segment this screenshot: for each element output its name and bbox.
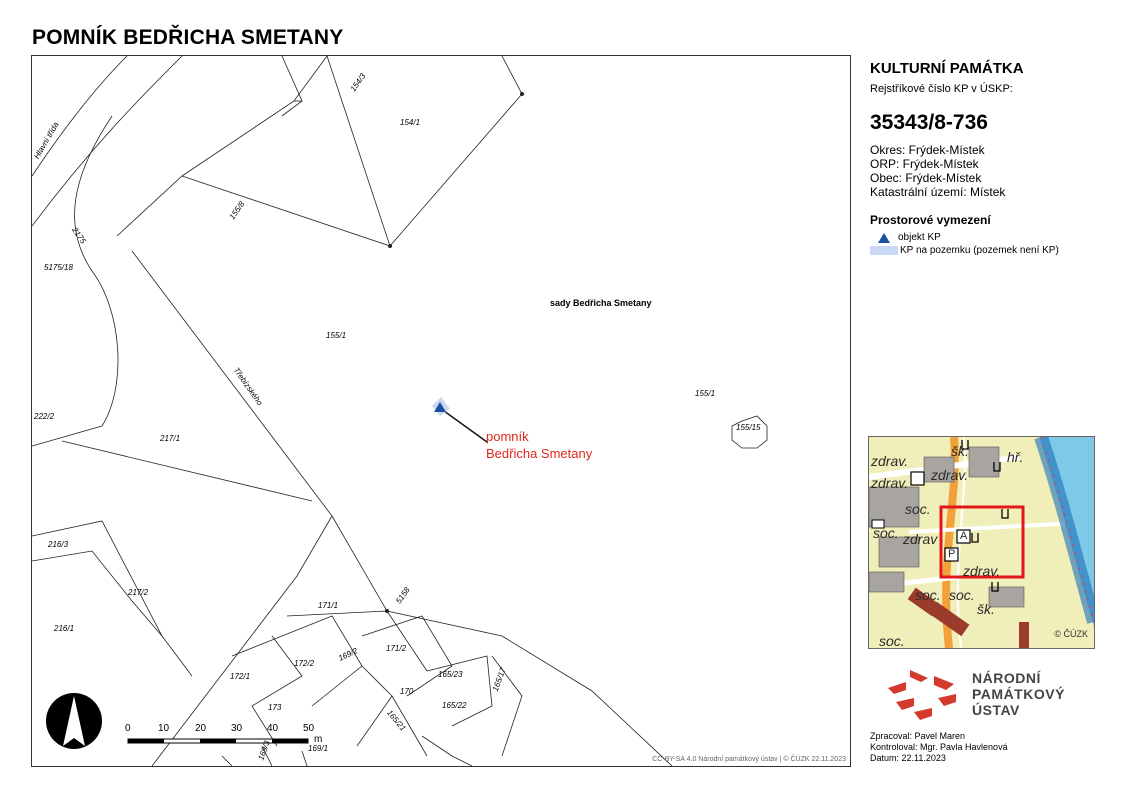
parcel-165-23: 165/23 (438, 670, 463, 679)
institution-line-1: NÁRODNÍ (972, 670, 1041, 686)
scale-tick-50: 50 (303, 723, 315, 734)
parcel-172-2: 172/2 (294, 659, 315, 668)
parcel-172-1: 172/1 (230, 672, 251, 681)
footer-date: Datum: 22.11.2023 (870, 753, 946, 763)
legend-parcel-label: KP na pozemku (pozemek není KP) (900, 245, 1059, 256)
a-icon: A (960, 530, 968, 542)
overview-zdrav-5: zdrav. (963, 563, 1001, 579)
scale-tick-0: 0 (125, 723, 131, 734)
institution-name (972, 670, 1065, 718)
institution-line-3: ÚSTAV (972, 702, 1020, 718)
footer-info (870, 731, 1008, 764)
location-info (870, 143, 1110, 199)
legend-object (870, 232, 1110, 243)
street-hlavni-trida: Hlavní třída (32, 120, 61, 161)
institution-line-2: PAMÁTKOVÝ (972, 686, 1065, 702)
callout-line-1: pomník (486, 429, 529, 444)
parcel-154-1: 154/1 (400, 118, 421, 127)
overview-copyright: © ČÚZK (1054, 629, 1088, 639)
parcel-155-1b: 155/1 (695, 389, 716, 398)
map-credits: CC-BY-SA 4.0 Národní památkový ústav | © ČÚZK 22.11.2023 (652, 756, 846, 763)
parcel-155-8: 155/8 (227, 199, 247, 222)
parcel-217-2: 217/2 (128, 588, 149, 597)
spatial-heading: Prostorové vymezení (870, 213, 991, 227)
parcel-165-21: 165/21 (384, 708, 408, 733)
legend-object-label: objekt KP (898, 232, 941, 243)
parcel-155-15: 155/15 (736, 423, 761, 432)
overview-soc-4: soc. (949, 587, 975, 603)
parcel-5175-18: 5175/18 (44, 263, 73, 272)
registry-label: Rejstříkové číslo KP v ÚSKP: (870, 83, 1013, 95)
scale-tick-20: 20 (195, 723, 207, 734)
overview-sk-1: šk. (951, 443, 969, 459)
overview-zdrav-2: zdrav. (871, 475, 909, 491)
triangle-icon (870, 233, 898, 243)
panel-heading: KULTURNÍ PAMÁTKA (870, 60, 1024, 77)
parcel-171-2: 171/2 (386, 644, 407, 653)
overview-zdrav-3: zdrav. (931, 467, 969, 483)
park-name: sady Bedřicha Smetany (550, 298, 652, 308)
scale-tick-40: 40 (267, 723, 279, 734)
overview-soc-5: soc. (879, 633, 905, 649)
npu-logo-icon (886, 668, 966, 720)
parcel-154-3: 154/3 (348, 71, 368, 94)
north-arrow-icon (46, 693, 102, 749)
overview-hr: hř. (1007, 449, 1024, 465)
scale-tick-10: 10 (158, 723, 170, 734)
parcel-173: 173 (268, 703, 282, 712)
overview-zdrav-1: zdrav. (871, 453, 909, 469)
municipality: Obec: Frýdek-Místek (870, 171, 982, 185)
parcel-216-1: 216/1 (54, 624, 75, 633)
parcel-165-22: 165/22 (442, 701, 467, 710)
monument-callout (486, 428, 592, 462)
info-panel (870, 60, 1110, 256)
street-trebizskeho: Třebízského (231, 365, 265, 408)
parcel-170: 170 (400, 687, 414, 696)
parcel-169-3: 169/3 (256, 739, 272, 762)
orp: ORP: Frýdek-Místek (870, 157, 979, 171)
parcel-217-1: 217/1 (160, 434, 181, 443)
parcel-222-2: 222/2 (34, 412, 55, 421)
overview-map[interactable] (868, 436, 1095, 649)
district: Okres: Frýdek-Místek (870, 143, 985, 157)
scale-unit: m (314, 734, 323, 745)
parcel-169-1: 169/1 (308, 744, 329, 753)
parcel-171-1: 171/1 (318, 601, 339, 610)
callout-line-2: Bedřicha Smetany (486, 446, 593, 461)
registry-number: 35343/8-736 (870, 111, 988, 134)
parcel-lines (32, 56, 850, 766)
overview-zdrav-4: zdrav (903, 531, 938, 547)
scale-bar (128, 739, 308, 743)
overview-sk-2: šk. (977, 601, 995, 617)
overview-soc-3: soc. (915, 587, 941, 603)
parcel-5158: 5158 (394, 585, 412, 606)
legend-parcel (870, 245, 1110, 256)
overview-soc-2: soc. (873, 525, 899, 541)
parcel-216-3: 216/3 (48, 540, 69, 549)
checked-by: Kontroloval: Mgr. Pavla Havlenová (870, 742, 1008, 752)
parcel-2175: 2175 (70, 225, 88, 246)
parcel-169-2: 169/2 (337, 646, 359, 663)
parcel-165-17: 165/17 (490, 666, 508, 693)
parcel-155-1a: 155/1 (326, 331, 347, 340)
overview-soc-1: soc. (905, 501, 931, 517)
cadastral-map[interactable] (31, 55, 851, 767)
cadastral-area: Katastrální území: Místek (870, 185, 1006, 199)
scale-tick-30: 30 (231, 723, 243, 734)
page-title: POMNÍK BEDŘICHA SMETANY (32, 26, 344, 49)
parcel-swatch (870, 246, 898, 255)
prepared-by: Zpracoval: Pavel Maren (870, 731, 966, 741)
parking-icon: P (948, 548, 956, 560)
